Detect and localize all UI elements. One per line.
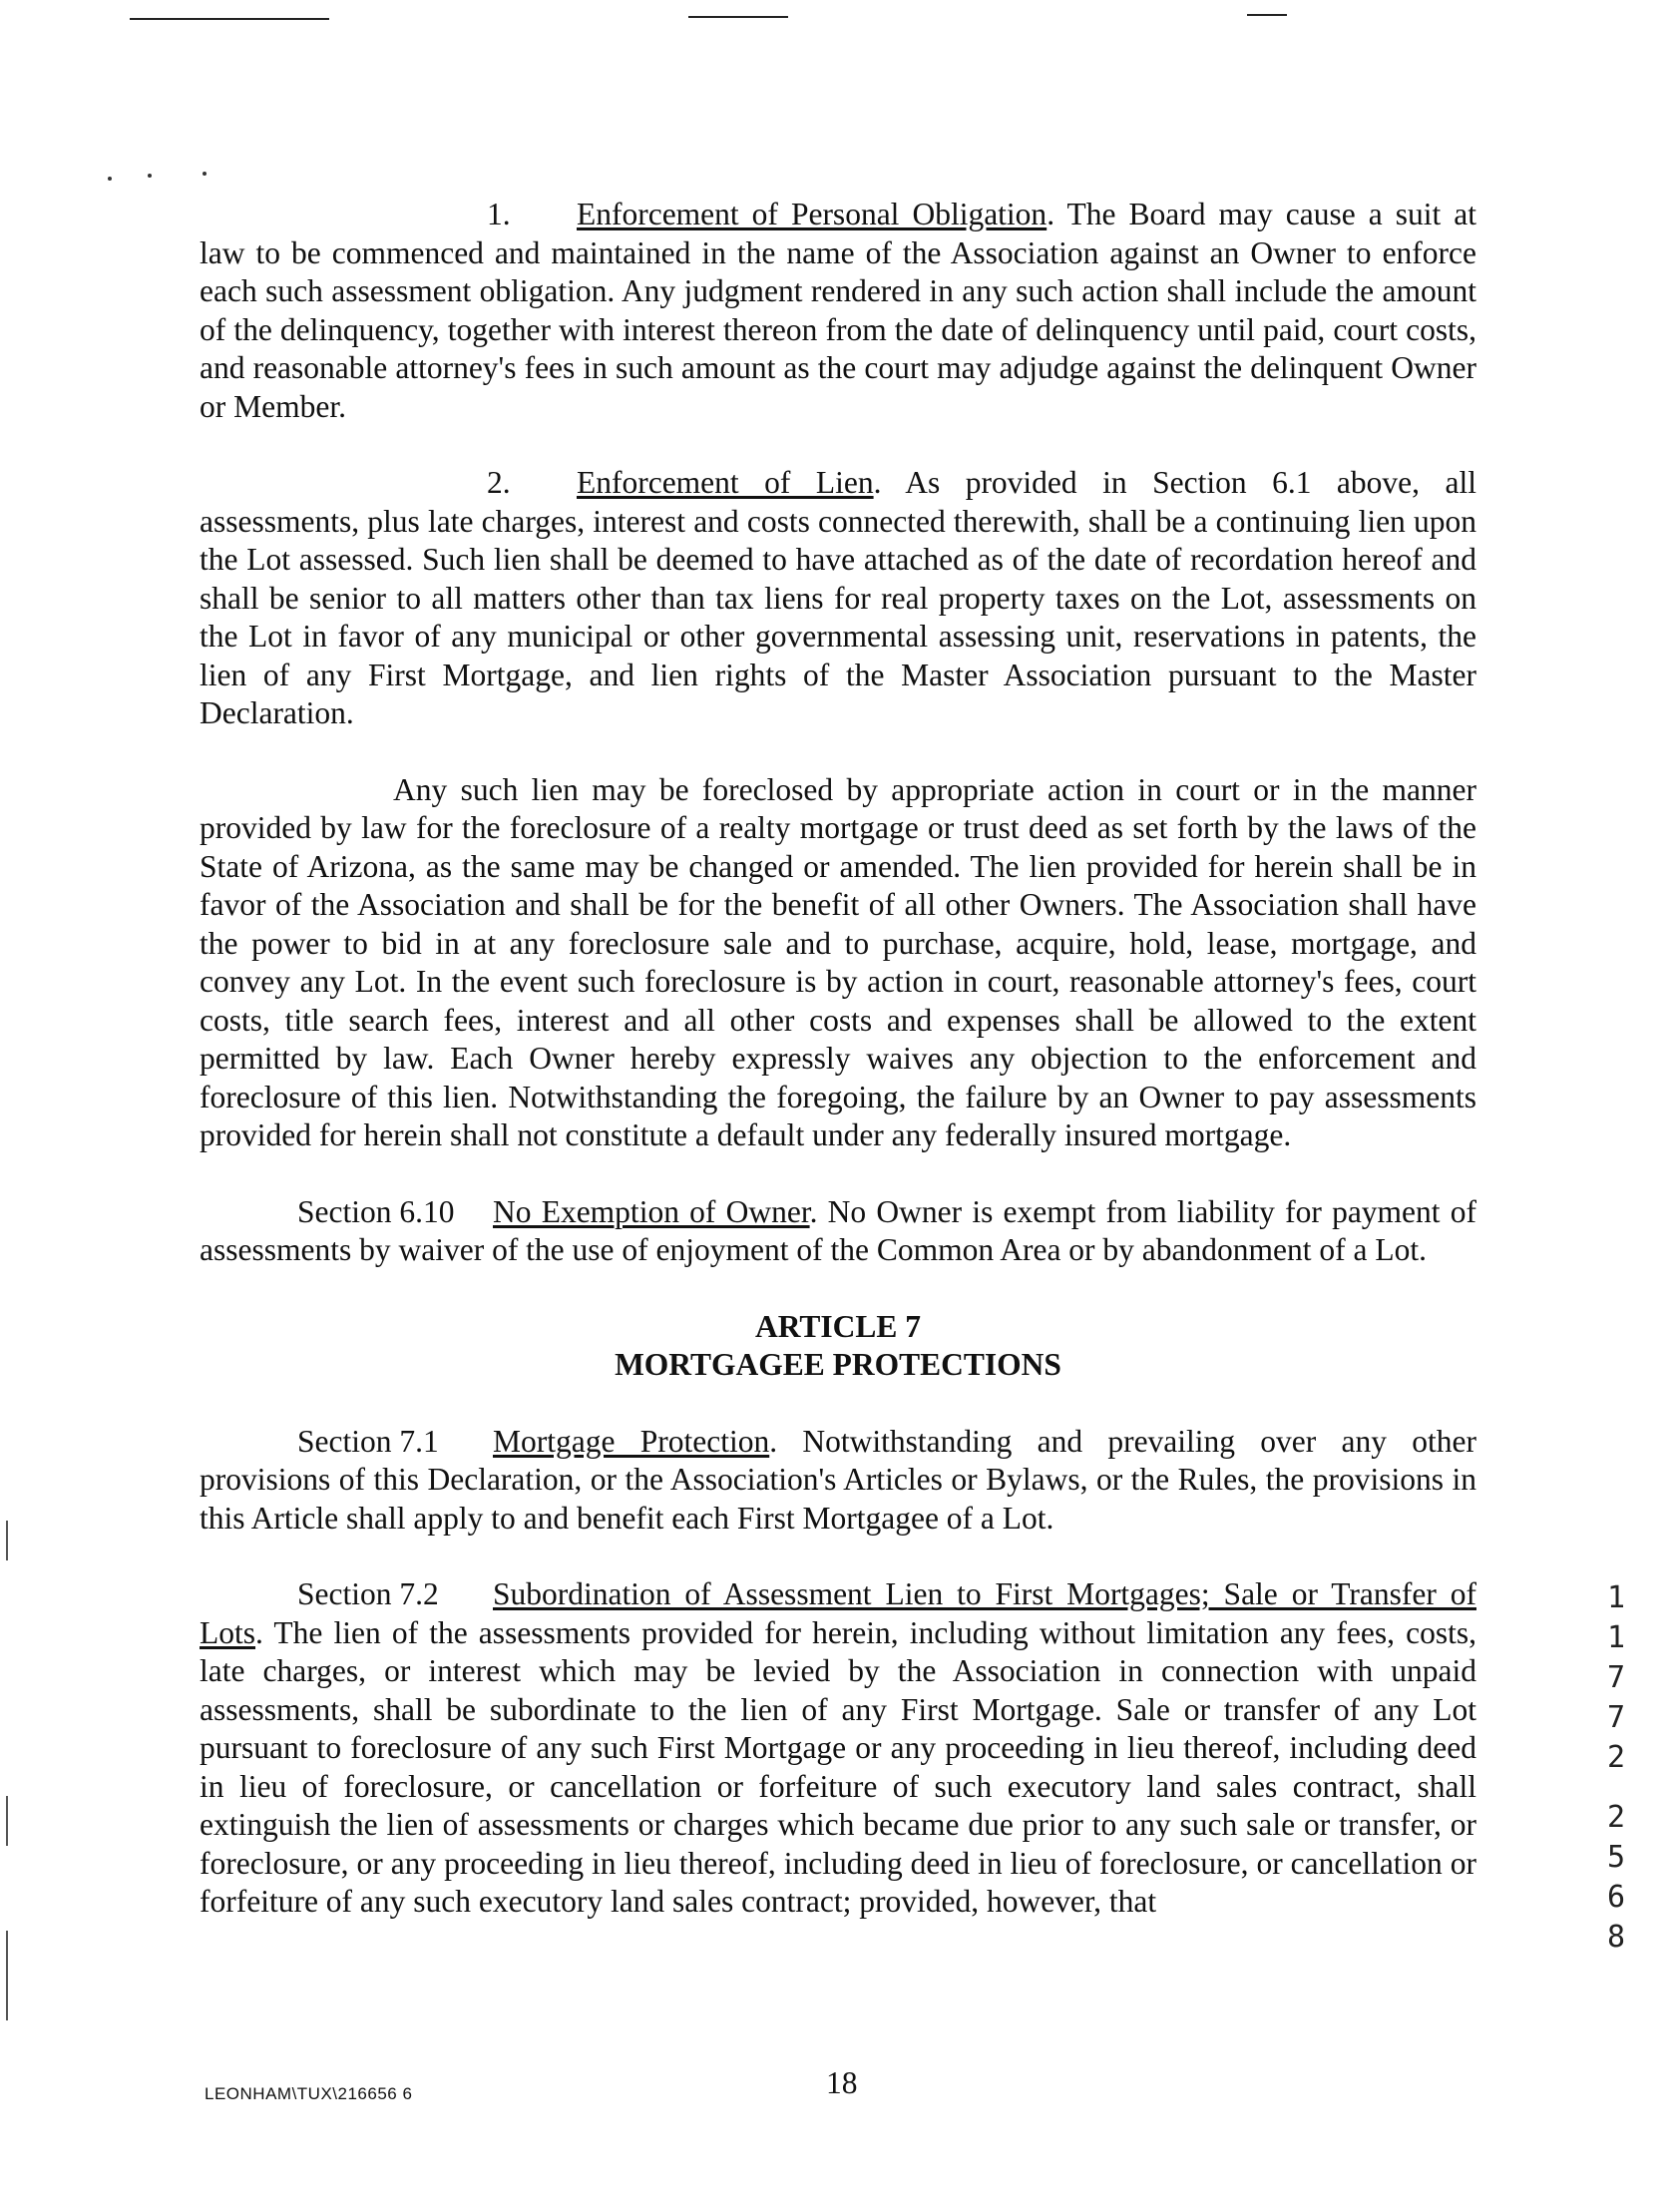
recording-gap	[1602, 1778, 1630, 1798]
scan-line-top-center	[688, 16, 788, 18]
recording-digit: 6	[1606, 1880, 1626, 1915]
enforcement-lien-paragraph	[200, 464, 1476, 733]
section-heading: No Exemption of Owner	[493, 1193, 810, 1229]
document-body	[200, 196, 1476, 1922]
item-text: . As provided in Section 6.1 above, all assessments, plus late charges, interest and costs connected therewith, shall be a continuing lien upon the Lot assessed. Such lien shall be deemed to have attached as of the date of recordation hereof and shall be senior to all matters other than tax liens for real property taxes on the Lot, assessments on the Lot in favor of any municipal or other governmental assessing unit, reservations in patents, the lien of any First Mortgage, and lien rights of the Master Association pursuant to the Master Declaration.	[200, 465, 1476, 730]
recording-digit: 7	[1606, 1660, 1626, 1695]
margin-mark	[6, 1931, 8, 2020]
scan-dot	[203, 172, 207, 176]
recording-number	[1602, 1578, 1630, 1958]
section-text: . The lien of the assessments provided for herein, including without limitation any fees, costs, late charges, or interest which may be levied by the Association in connection with unpaid assessments, shall be subordinate to the lien of any First Mortgage. Sale or transfer of any Lot pursuant to foreclosure of any such First Mortgage or any proceeding in lieu thereof, including deed in lieu of foreclosure, or cancellation or forfeiture of such executory land sales contract, shall extinguish the lien of assessments or charges which became due prior to any such sale or transfer, or foreclosure, or any proceeding in lieu thereof, including deed in lieu of foreclosure, or cancellation or forfeiture of any such executory land sales contract; provided, however, that	[200, 1614, 1476, 1919]
recording-digit: 1	[1606, 1580, 1626, 1615]
item-number: 2.	[487, 465, 511, 500]
document-code: LEONHAM\TUX\216656 6	[205, 2084, 413, 2103]
section-label: Section 6.10	[297, 1193, 455, 1229]
section-heading: Subordination of Assessment Lien to First Mortgages; Sale or Transfer of Lots	[200, 1576, 1476, 1650]
scan-dot	[148, 174, 152, 178]
recording-digit: 5	[1606, 1840, 1626, 1875]
recording-digit: 7	[1606, 1700, 1626, 1735]
enforcement-personal-paragraph	[200, 196, 1476, 426]
article-number: ARTICLE 7	[754, 1308, 922, 1344]
section-7-1-paragraph	[200, 1423, 1476, 1539]
item-number: 1.	[487, 197, 511, 231]
scan-line-top-left	[130, 18, 329, 20]
scan-dot	[108, 177, 112, 181]
page-number: 18	[826, 2065, 858, 2100]
item-heading: Enforcement of Lien	[577, 465, 874, 500]
margin-mark	[6, 1521, 8, 1560]
recording-digit: 2	[1606, 1800, 1626, 1835]
section-7-2-paragraph	[200, 1575, 1476, 1922]
section-text: . Notwithstanding and prevailing over any other provisions of this Declaration, or the Association's Articles or Bylaws, or the Rules, the provisions in this Article shall apply to and benefit each First Mortgagee of a Lot.	[200, 1423, 1476, 1536]
section-label: Section 7.1	[297, 1423, 439, 1459]
section-heading: Mortgage Protection	[493, 1423, 770, 1459]
foreclosure-paragraph: Any such lien may be foreclosed by appropriate action in court or in the manner provided by law for the foreclosure of a realty mortgage or trust deed as set forth by the laws of the State of Arizona, as the same may be changed or amended. The lien provided for herein shall be in favor of the Association and shall be for the benefit of all other Owners. The Association shall have the power to bid in at any foreclosure sale and to purchase, acquire, hold, lease, mortgage, and convey any Lot. In the event such foreclosure is by action in court, reasonable attorney's fees, court costs, title search fees, interest and all other costs and expenses shall be allowed to the extent permitted by law. Each Owner hereby expressly waives any objection to the enforcement and foreclosure of this lien. Notwithstanding the foregoing, the failure by an Owner to pay assessments provided for herein shall not constitute a default under any federally insured mortgage.	[200, 771, 1476, 1152]
recording-digit: 8	[1606, 1920, 1626, 1955]
item-heading: Enforcement of Personal Obligation	[577, 197, 1048, 231]
section-text: . No Owner is exempt from liability for payment of assessments by waiver of the use of enjoyment of the Common Area or by abandonment of a Lot.	[200, 1193, 1476, 1267]
section-label: Section 7.2	[297, 1576, 439, 1611]
margin-mark	[6, 1796, 8, 1846]
article-title: MORTGAGEE PROTECTIONS	[615, 1347, 1061, 1382]
recording-digit: 1	[1606, 1620, 1626, 1655]
recording-digit: 2	[1606, 1740, 1626, 1775]
scan-line-top-right	[1247, 14, 1287, 16]
section-6-10-paragraph	[200, 1193, 1476, 1270]
item-text: . The Board may cause a suit at law to be commenced and maintained in the name of the Association against an Owner to enforce each such assessment obligation. Any judgment rendered in any such action shall include the amount of the delinquency, together with interest thereon from the date of delinquency until paid, court costs, and reasonable attorney's fees in such amount as the court may adjudge against the delinquent Owner or Member.	[200, 197, 1476, 424]
